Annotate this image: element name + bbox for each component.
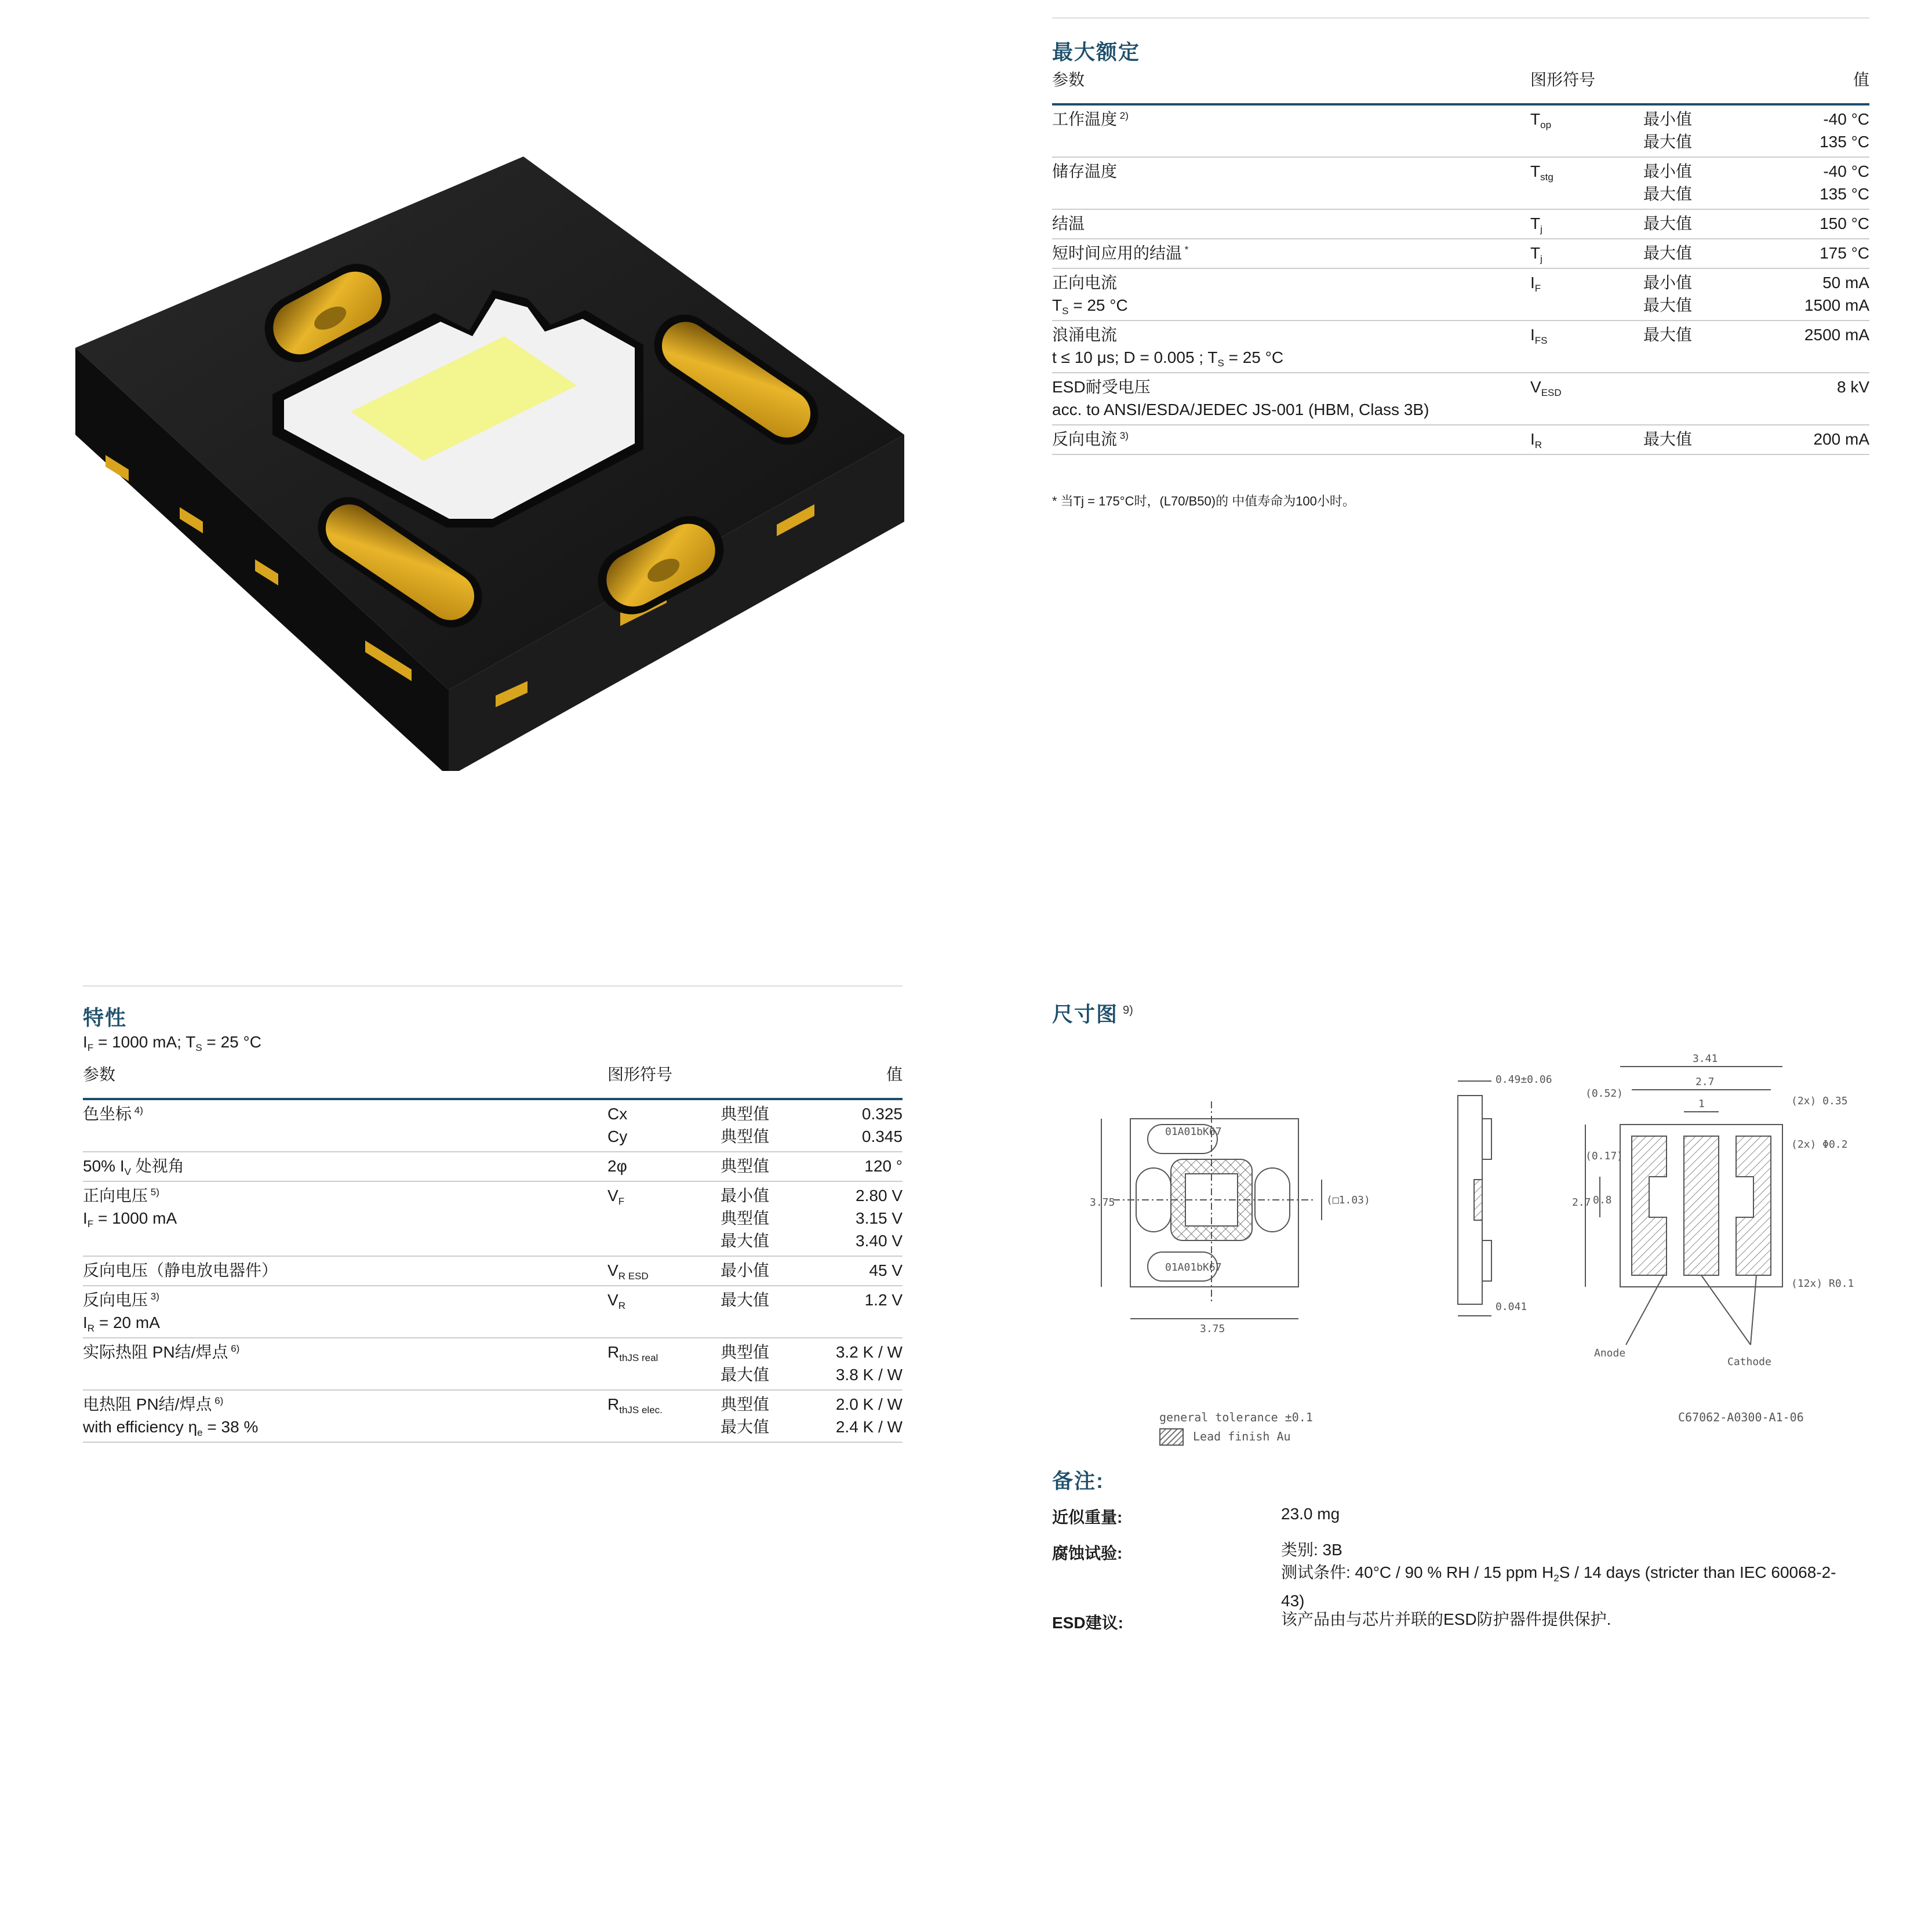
col-symbol: 图形符号	[1530, 71, 1596, 89]
dim-r01: (12x) R0.1	[1791, 1278, 1854, 1290]
param-name: 反向电流 $^{3)}$	[1052, 430, 1129, 448]
notes-title: 备注:	[1052, 1469, 1104, 1493]
led-package-image	[64, 145, 922, 771]
dim-103: (□1.03)	[1326, 1194, 1370, 1206]
label-cell: 典型值 最大值	[721, 1395, 770, 1436]
param-condition: with efficiency $\eta_e = 38$ %	[83, 1418, 259, 1438]
table-row	[83, 1182, 903, 1257]
param-cell	[83, 1103, 903, 1148]
corrosion-condition	[1281, 1561, 1872, 1589]
param-name: 浪涌电流	[1052, 326, 1118, 344]
col-symbol: 图形符号	[607, 1065, 673, 1083]
param-cell	[1052, 428, 1869, 450]
symbol-cell: $T_{stg}$	[1530, 162, 1553, 183]
dim-052: (0.52)	[1585, 1087, 1624, 1100]
dim-017: (0.17)	[1585, 1150, 1624, 1162]
label-cell: 典型值	[721, 1157, 770, 1175]
table-row	[1052, 269, 1869, 321]
characteristics-condition	[83, 1033, 261, 1054]
symbol-cell: $I_F$	[1530, 274, 1541, 294]
param-name: 色坐标 $^{4)}$	[83, 1105, 143, 1123]
cond-mid: = 1000 mA; T	[93, 1033, 196, 1051]
value-cell: 120 °	[864, 1157, 903, 1175]
marking-top: 01A01bK67	[1165, 1126, 1222, 1138]
corrosion-label: 腐蚀试验:	[1052, 1544, 1123, 1562]
characteristics-table	[83, 1063, 903, 1443]
param-cell	[83, 1184, 903, 1252]
param-name: 实际热阻 PN结/焊点 $^{6)}$	[83, 1343, 240, 1361]
esd-label: ESD建议:	[1052, 1614, 1123, 1632]
table-header	[1052, 68, 1869, 105]
symbol-cell: $V_{R ESD}$	[607, 1261, 649, 1282]
label-cell: 最小值 最大值	[1643, 274, 1693, 314]
cond-i: I	[83, 1033, 88, 1051]
value-cell: 150 °C	[1820, 214, 1869, 232]
table-row	[83, 1152, 903, 1182]
param-cell	[1052, 242, 1869, 264]
label-cell: 最大值	[1643, 244, 1693, 262]
value-cell: 1.2 V	[864, 1291, 903, 1309]
label-cell: 最大值	[1643, 430, 1693, 448]
value-cell: -40 °C 135 °C	[1820, 110, 1869, 151]
symbol-cell: $T_j$	[1530, 244, 1542, 264]
cond-text-a: 测试条件: 40°C / 90 % RH / 15 ppm H	[1281, 1563, 1554, 1581]
param-condition: t ≤ 10 μs; D = 0.005 ; $T_S = 25$ °C	[1052, 348, 1284, 369]
param-name: 正向电压 $^{5)}$	[83, 1187, 159, 1205]
param-name: 50% $I_V$ 处视角	[83, 1157, 184, 1177]
param-name: 结温	[1052, 214, 1085, 232]
param-condition: $T_S = 25$ °C	[1052, 296, 1128, 316]
cond-sub: 2	[1553, 1573, 1559, 1584]
value-cell: 50 mA 1500 mA	[1804, 274, 1869, 314]
param-cell	[1052, 212, 1869, 235]
table-row	[1052, 321, 1869, 373]
dim-27w: 2.7	[1695, 1076, 1715, 1088]
symbol-cell: $T_j$	[1530, 214, 1542, 235]
cond-text-b: S / 14 days (stricter than IEC 60068-2-	[1559, 1563, 1836, 1581]
param-condition: $I_F = 1000$ mA	[83, 1209, 177, 1229]
label-cell: 最大值	[1643, 214, 1693, 232]
symbol-cell: $R_{thJS real}$	[607, 1343, 658, 1363]
col-param: 参数	[1052, 71, 1085, 89]
table-row	[83, 1338, 903, 1391]
table-row	[1052, 425, 1869, 455]
characteristics-title: 特性	[83, 1006, 128, 1029]
dim-height-375: 3.75	[1090, 1196, 1115, 1209]
param-name: 反向电压 $^{3)}$	[83, 1291, 159, 1309]
symbol-cell: $T_{op}$	[1530, 110, 1552, 130]
symbol-cell: $V_F$	[607, 1187, 625, 1207]
label-cell	[1643, 376, 1648, 398]
param-name: 电热阻 PN结/焊点 $^{6)}$	[83, 1395, 224, 1413]
section-divider	[83, 985, 903, 987]
cond-end: = 25 °C	[202, 1033, 261, 1051]
dim-1: 1	[1698, 1098, 1705, 1110]
table-row	[1052, 105, 1869, 158]
dim-phi: (2x) Φ0.2	[1791, 1138, 1848, 1151]
param-cell	[83, 1259, 903, 1282]
param-cell	[83, 1393, 903, 1438]
table-row	[83, 1257, 903, 1286]
label-cell: 最小值 典型值 最大值	[721, 1187, 770, 1250]
dimension-title-text: 尺寸图	[1052, 1002, 1119, 1026]
param-name: 反向电压（静电放电器件）	[83, 1261, 278, 1279]
dim-27h: 2.7	[1572, 1196, 1591, 1209]
table-row	[1052, 210, 1869, 239]
param-cell	[83, 1155, 903, 1177]
dim-049: 0.49±0.06	[1496, 1074, 1552, 1086]
value-cell: -40 °C 135 °C	[1820, 162, 1869, 203]
value-cell: 2.0 K / W 2.4 K / W	[835, 1395, 903, 1436]
corrosion-condition-cont: 43)	[1281, 1592, 1305, 1610]
col-param: 参数	[83, 1065, 116, 1083]
param-cell	[83, 1341, 903, 1386]
value-cell: 3.2 K / W 3.8 K / W	[835, 1343, 903, 1384]
dim-341: 3.41	[1693, 1053, 1718, 1065]
tolerance-note: general tolerance ±0.1	[1159, 1410, 1313, 1424]
anode-label: Anode	[1594, 1347, 1626, 1359]
symbol-cell: $V_R$	[607, 1291, 625, 1311]
symbol-cell: Cx Cy	[607, 1105, 628, 1145]
label-cell: 典型值 典型值	[721, 1105, 770, 1145]
dimension-title-sup: 9)	[1123, 1004, 1133, 1017]
label-cell: 最小值 最大值	[1643, 110, 1693, 151]
weight-value: 23.0 mg	[1281, 1505, 1340, 1523]
value-cell: 2.80 V 3.15 V 3.40 V	[856, 1187, 903, 1250]
weight-label: 近似重量:	[1052, 1508, 1123, 1526]
corrosion-class: 类别: 3B	[1281, 1541, 1342, 1559]
dim-035: (2x) 0.35	[1791, 1095, 1848, 1107]
esd-value: 该产品由与芯片并联的ESD防护器件提供保护.	[1281, 1610, 1611, 1628]
corrosion-value	[1281, 1538, 1872, 1612]
table-header	[83, 1063, 903, 1100]
symbol-cell: $V_{ESD}$	[1530, 378, 1562, 398]
label-cell: 最小值 最大值	[1643, 162, 1693, 203]
dim-width-375: 3.75	[1200, 1323, 1225, 1335]
dim-08: 0.8	[1593, 1194, 1612, 1206]
dim-0041: 0.041	[1496, 1301, 1527, 1313]
param-name: 储存温度	[1052, 162, 1118, 180]
param-name: 工作温度 $^{2)}$	[1052, 110, 1129, 128]
max-ratings-footnote: * 当Tj = 175°C时，(L70/B50)的 中值寿命为100小时。	[1052, 494, 1355, 508]
value-cell: 0.325 0.345	[861, 1105, 903, 1145]
table-row	[1052, 158, 1869, 210]
label-cell: 典型值 最大值	[721, 1343, 770, 1384]
marking-bottom: 01A01bK67	[1165, 1261, 1222, 1274]
table-row	[83, 1391, 903, 1443]
param-cell	[83, 1289, 903, 1334]
table-row	[1052, 239, 1869, 269]
param-name: 短时间应用的结温 *	[1052, 244, 1189, 262]
label-cell: 最小值	[721, 1261, 770, 1279]
table-row	[83, 1286, 903, 1338]
param-name: 正向电流	[1052, 274, 1118, 292]
symbol-cell: $I_R$	[1530, 430, 1542, 450]
param-condition: acc. to ANSI/ESDA/JEDEC JS-001 (HBM, Class 3B)	[1052, 401, 1429, 419]
max-ratings-table	[1052, 68, 1869, 455]
drawing-number: C67062-A0300-A1-06	[1678, 1410, 1804, 1424]
symbol-cell: $R_{thJS elec.}$	[607, 1395, 663, 1416]
symbol-cell: 2φ	[607, 1157, 627, 1175]
label-cell: 最大值	[721, 1291, 770, 1309]
col-value: 值	[886, 1065, 903, 1083]
param-name: ESD耐受电压	[1052, 378, 1151, 396]
param-cell	[1052, 160, 1869, 205]
col-value: 值	[1853, 71, 1869, 89]
param-condition: $I_R = 20$ mA	[83, 1314, 160, 1334]
cond-i-sub: F	[87, 1042, 94, 1053]
dimension-drawing	[1078, 1032, 1855, 1449]
param-cell	[1052, 323, 1869, 369]
param-cell	[1052, 108, 1869, 153]
value-cell: 2500 mA	[1804, 326, 1869, 344]
table-row	[83, 1100, 903, 1152]
lead-finish-note: Lead finish Au	[1193, 1429, 1291, 1443]
symbol-cell: $I_{FS}$	[1530, 326, 1548, 346]
table-row	[1052, 373, 1869, 425]
max-ratings-title: 最大额定	[1052, 40, 1141, 64]
value-cell: 200 mA	[1813, 430, 1869, 448]
param-cell	[1052, 376, 1869, 421]
cond-t-sub: S	[195, 1042, 202, 1053]
cathode-label: Cathode	[1727, 1356, 1771, 1368]
param-cell	[1052, 271, 1869, 316]
lead-finish-swatch	[1159, 1428, 1184, 1446]
label-cell: 最大值	[1643, 326, 1693, 344]
dimension-title	[1052, 998, 1133, 1028]
value-cell: 175 °C	[1820, 244, 1869, 262]
section-divider	[1052, 17, 1869, 19]
value-cell: 45 V	[869, 1261, 903, 1279]
value-cell: 8 kV	[1836, 378, 1869, 396]
